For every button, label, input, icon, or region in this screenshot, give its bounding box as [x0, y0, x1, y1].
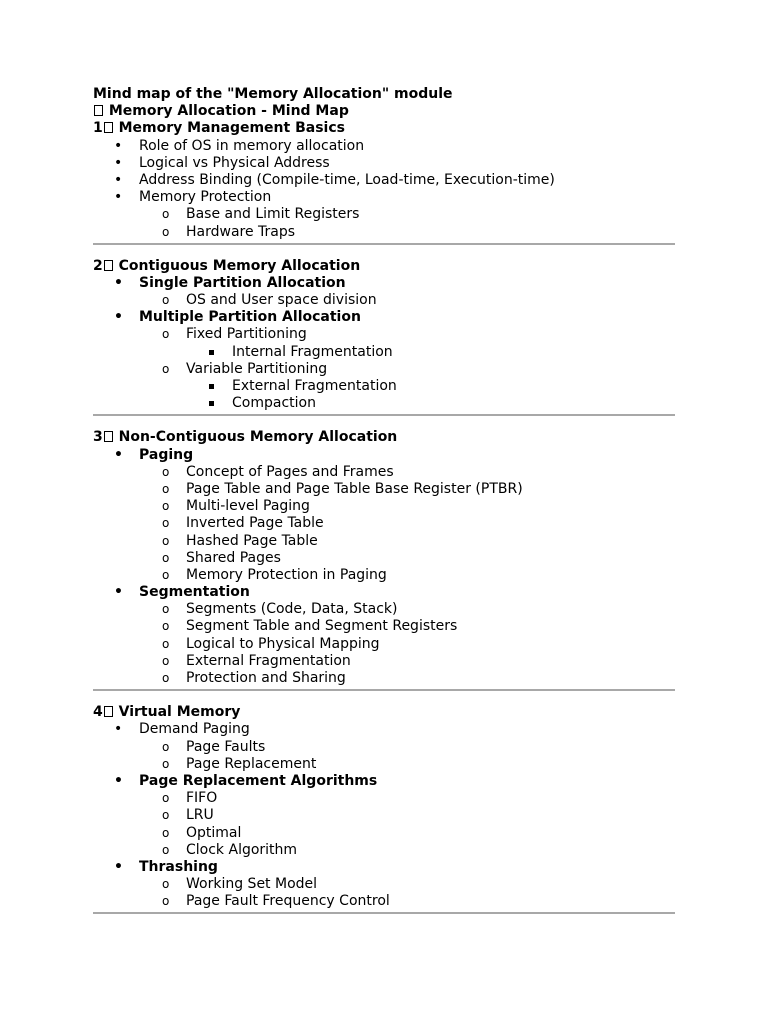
list-item-label: Logical to Physical Mapping [186, 635, 380, 652]
list-item-level-1 [93, 155, 675, 172]
emoji-placeholder-icon [94, 105, 103, 116]
sections-container [93, 120, 675, 914]
dot-bullet-icon: • [114, 137, 123, 154]
circle-bullet-icon: o [162, 636, 170, 651]
document-page [93, 86, 675, 927]
section-divider [93, 912, 675, 914]
section-number: 2 [93, 257, 103, 274]
list-item-label: Logical vs Physical Address [139, 154, 330, 171]
list-item-label: Page Faults [186, 738, 266, 755]
list-item-level-2 [93, 670, 675, 687]
section-heading [93, 258, 675, 275]
section-heading [93, 704, 675, 721]
list-item-level-2 [93, 636, 675, 653]
list-item-level-2 [93, 224, 675, 241]
list-item-label: Optimal [186, 824, 242, 841]
dot-bullet-icon: • [114, 772, 123, 789]
list-item-level-1 [93, 309, 675, 326]
list-item-label: Base and Limit Registers [186, 206, 360, 223]
list-item-label: Segmentation [139, 584, 250, 601]
list-item-label: Internal Fragmentation [232, 343, 393, 360]
circle-bullet-icon: o [162, 567, 170, 582]
list-item-level-2 [93, 653, 675, 670]
dot-bullet-icon: • [114, 274, 123, 291]
section-divider [93, 414, 675, 416]
list-item-level-2 [93, 292, 675, 309]
dot-bullet-icon: • [114, 171, 123, 188]
list-item-level-2 [93, 893, 675, 910]
list-item-level-3 [93, 378, 675, 395]
section-title: Non-Contiguous Memory Allocation [118, 429, 398, 446]
circle-bullet-icon: o [162, 516, 170, 531]
list-item-label: Demand Paging [139, 721, 250, 738]
dot-bullet-icon: • [114, 721, 123, 738]
section-heading [93, 120, 675, 137]
list-item-level-1 [93, 138, 675, 155]
dot-bullet-icon: • [114, 154, 123, 171]
list-item-label: External Fragmentation [186, 652, 351, 669]
list-item-level-2 [93, 361, 675, 378]
mind-map-title: Memory Allocation - Mind Map [108, 103, 349, 120]
dot-bullet-icon: • [114, 189, 123, 206]
circle-bullet-icon: o [162, 842, 170, 857]
list-item-label: Hardware Traps [186, 223, 296, 240]
list-item-label: Single Partition Allocation [139, 274, 346, 291]
list-item-level-2 [93, 601, 675, 618]
list-item-level-2 [93, 326, 675, 343]
list-item-label: Protection and Sharing [186, 670, 346, 686]
circle-bullet-icon: o [162, 293, 170, 308]
dot-bullet-icon: • [114, 584, 123, 601]
list-item-label: Compaction [232, 395, 316, 412]
circle-bullet-icon: o [162, 361, 170, 376]
list-item-label: Memory Protection [139, 189, 272, 206]
section-divider [93, 689, 675, 691]
circle-bullet-icon: o [162, 825, 170, 840]
circle-bullet-icon: o [162, 671, 170, 685]
list-item-level-1 [93, 275, 675, 292]
circle-bullet-icon: o [162, 550, 170, 565]
list-item-level-2 [93, 790, 675, 807]
section-divider [93, 243, 675, 245]
list-item-label: Segment Table and Segment Registers [186, 618, 458, 635]
list-item-label: Page Replacement Algorithms [139, 772, 378, 789]
list-item-level-2 [93, 498, 675, 515]
list-item-label: Variable Partitioning [186, 360, 328, 377]
square-bullet-icon [209, 350, 214, 355]
dot-bullet-icon: • [114, 446, 123, 463]
dot-bullet-icon: • [114, 858, 123, 875]
list-item-level-1 [93, 859, 675, 876]
section-number: 3 [93, 429, 103, 446]
list-item-label: Shared Pages [186, 549, 281, 566]
list-item-level-2 [93, 842, 675, 859]
list-item-label: Address Binding (Compile-time, Load-time, Execution-time) [139, 171, 555, 188]
keycap-placeholder-icon [104, 260, 113, 271]
circle-bullet-icon: o [162, 808, 170, 823]
circle-bullet-icon: o [162, 207, 170, 222]
section-heading [93, 429, 675, 446]
list-item-level-1 [93, 172, 675, 189]
circle-bullet-icon: o [162, 653, 170, 668]
list-item-label: Memory Protection in Paging [186, 566, 387, 583]
section-title: Virtual Memory [118, 704, 241, 721]
list-item-level-2 [93, 876, 675, 893]
list-item-label: Hashed Page Table [186, 532, 318, 549]
circle-bullet-icon: o [162, 464, 170, 479]
circle-bullet-icon: o [162, 499, 170, 514]
list-item-label: Role of OS in memory allocation [139, 137, 365, 154]
list-item-label: Segments (Code, Data, Stack) [186, 601, 398, 618]
list-item-label: Working Set Model [186, 876, 318, 893]
section-title: Memory Management Basics [118, 120, 345, 137]
circle-bullet-icon: o [162, 894, 170, 909]
list-item-level-2 [93, 567, 675, 584]
circle-bullet-icon: o [162, 739, 170, 754]
section-title: Contiguous Memory Allocation [118, 257, 361, 274]
list-item-label: Page Replacement [186, 755, 317, 772]
list-item-label: Multi-level Paging [186, 498, 310, 515]
document-title: Mind map of the "Memory Allocation" module [93, 86, 453, 102]
circle-bullet-icon: o [162, 481, 170, 496]
list-item-level-3 [93, 344, 675, 361]
circle-bullet-icon: o [162, 224, 170, 239]
list-item-label: Inverted Page Table [186, 515, 324, 532]
circle-bullet-icon: o [162, 327, 170, 342]
list-item-level-1 [93, 721, 675, 738]
circle-bullet-icon: o [162, 533, 170, 548]
list-item-level-2 [93, 533, 675, 550]
list-item-label: Page Table and Page Table Base Register (PTBR) [186, 480, 523, 497]
section-number: 4 [93, 704, 103, 721]
list-item-label: Fixed Partitioning [186, 326, 307, 343]
list-item-label: Thrashing [139, 858, 218, 875]
list-item-level-3 [93, 395, 675, 412]
keycap-placeholder-icon [104, 431, 113, 442]
square-bullet-icon [209, 384, 214, 389]
list-item-level-2 [93, 515, 675, 532]
dot-bullet-icon: • [114, 309, 123, 326]
list-item-label: LRU [186, 807, 214, 824]
list-item-level-2 [93, 550, 675, 567]
square-bullet-icon [209, 401, 214, 406]
circle-bullet-icon: o [162, 619, 170, 634]
list-item-label: FIFO [186, 790, 218, 807]
list-item-level-1 [93, 584, 675, 601]
list-item-level-2 [93, 807, 675, 824]
mind-map-heading [93, 103, 675, 120]
list-item-level-2 [93, 756, 675, 773]
list-item-label: Clock Algorithm [186, 841, 298, 858]
list-item-level-2 [93, 481, 675, 498]
circle-bullet-icon: o [162, 602, 170, 617]
list-item-level-2 [93, 739, 675, 756]
list-item-label: OS and User space division [186, 292, 377, 309]
list-item-label: External Fragmentation [232, 378, 397, 394]
list-item-label: Page Fault Frequency Control [186, 893, 390, 910]
keycap-placeholder-icon [104, 122, 113, 133]
list-item-level-2 [93, 464, 675, 481]
list-item-level-1 [93, 189, 675, 206]
section-number: 1 [93, 120, 103, 137]
list-item-level-2 [93, 206, 675, 223]
circle-bullet-icon: o [162, 877, 170, 892]
list-item-label: Paging [139, 446, 194, 463]
circle-bullet-icon: o [162, 756, 170, 771]
list-item-label: Concept of Pages and Frames [186, 463, 394, 480]
list-item-level-2 [93, 825, 675, 842]
list-item-level-2 [93, 618, 675, 635]
list-item-label: Multiple Partition Allocation [139, 309, 361, 326]
keycap-placeholder-icon [104, 706, 113, 717]
circle-bullet-icon: o [162, 791, 170, 806]
list-item-level-1 [93, 447, 675, 464]
list-item-level-1 [93, 773, 675, 790]
